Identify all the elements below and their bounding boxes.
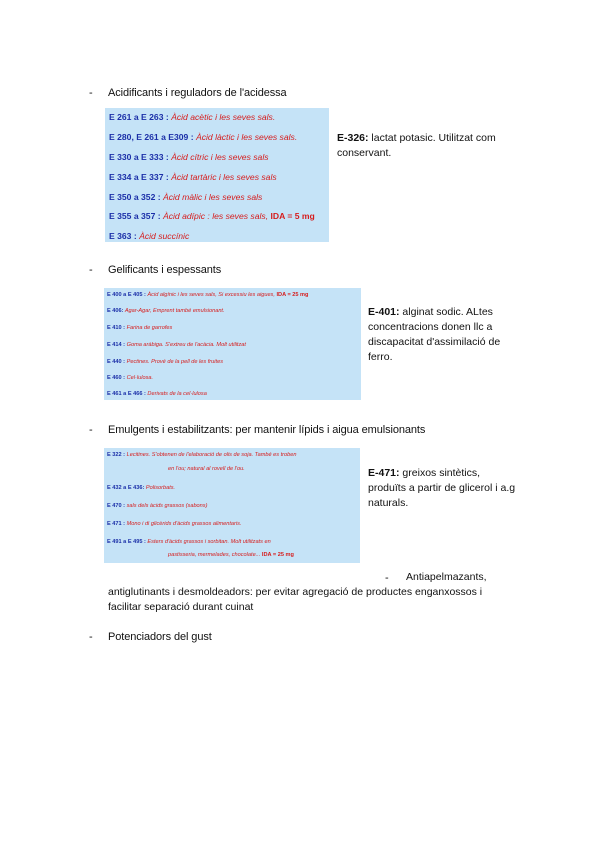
- section-heading-gelificants: Gelificants i espessants: [108, 264, 222, 276]
- additive-code: E 471 :: [107, 521, 126, 527]
- additive-line: [107, 539, 271, 545]
- additive-code: E 410 :: [107, 325, 126, 331]
- additive-desc: pastisseria, mermelades, chocolate...: [168, 552, 262, 558]
- antiapel-paragraph: [108, 585, 568, 615]
- additive-line: [107, 292, 308, 298]
- additive-line: [107, 342, 246, 348]
- additive-desc: Àcid tartàric i les seves sals: [168, 172, 277, 182]
- additive-desc: en l'ou; natural al rovell de l'ou.: [168, 466, 245, 472]
- additive-ida: IDA = 5 mg: [270, 211, 315, 221]
- additive-line: [109, 192, 262, 202]
- additive-code: E 470 :: [107, 503, 126, 509]
- additive-code: E 400 a E 405 :: [107, 292, 146, 298]
- list-dash: -: [89, 87, 93, 99]
- additive-line: [107, 325, 172, 331]
- additive-line: [109, 211, 315, 221]
- additive-code: E 491 a E 495 :: [107, 539, 146, 545]
- note-text: concentracions donen llc a: [368, 321, 493, 333]
- additive-line: [109, 231, 189, 241]
- additive-desc: Esters d'àcids grassos i sorbitan. Molt utilitzats en: [145, 539, 271, 545]
- additive-desc: Àcid adípic : les seves sals,: [160, 211, 271, 221]
- additive-code: E 322 :: [107, 452, 126, 458]
- additive-desc: sals dels àcids grassos (sabons): [125, 503, 208, 509]
- note-text: ferro.: [368, 351, 393, 363]
- additive-code: E 414 :: [107, 342, 126, 348]
- additive-desc: Lecitines. S'obtenen de l'elaboració de olis de soja. També es troben: [125, 452, 297, 458]
- additive-desc: Àcid succínic: [136, 231, 190, 241]
- additive-table-emulgents: [104, 448, 360, 563]
- additive-code: E 363 :: [109, 231, 137, 241]
- additive-code: E 440 :: [107, 359, 126, 365]
- additive-code: E 350 a 352 :: [109, 192, 161, 202]
- paragraph-line: facilitar separació durant cuinat: [108, 601, 254, 613]
- list-dash: -: [89, 424, 93, 436]
- note-text: conservant.: [337, 147, 392, 159]
- additive-code: E 461 a E 466 :: [107, 391, 146, 397]
- additive-code: E 460 :: [107, 375, 126, 381]
- additive-line: [107, 521, 241, 527]
- note-text: alginat sodic. ALtes: [399, 306, 493, 318]
- additive-line: [107, 308, 225, 314]
- note-text: greixos sintètics,: [399, 467, 481, 479]
- note-code: E-471:: [368, 467, 400, 479]
- additive-desc: Mono i di glicèrids d'àcids grassos alimentaris.: [125, 521, 242, 527]
- note-text: discapacitat d'assimilació de: [368, 336, 501, 348]
- additive-desc: Goma aràbiga. S'extreu de l'acàcia. Molt utilitzat: [125, 342, 246, 348]
- section-heading-acidificants: Acidificants i reguladors de l'acidessa: [108, 87, 287, 99]
- note-text: produïts a partir de glicerol i a.g: [368, 482, 516, 494]
- additive-desc: Farina de garrofes: [125, 325, 173, 331]
- additive-table-gelificants: [104, 288, 361, 400]
- additive-desc: Àcid làctic i les seves sals.: [193, 132, 298, 142]
- note-text: naturals.: [368, 497, 409, 509]
- section-heading-emulgents: Emulgents i estabilitzants: per mantenir lípids i aigua emulsionants: [108, 424, 426, 436]
- additive-ida: IDA = 25 mg: [276, 292, 309, 298]
- antiapel-heading: Antiapelmazants,: [406, 571, 487, 583]
- additive-line: [107, 503, 207, 509]
- additive-desc: Àcid acètic i les seves sals.: [168, 112, 276, 122]
- note-text: lactat potasic. Utilitzat com: [368, 132, 496, 144]
- additive-desc: Agar-Agar, Emprent també emulsionant.: [123, 308, 225, 314]
- note-code: E-326:: [337, 132, 369, 144]
- additive-line: [107, 391, 207, 397]
- additive-line: [109, 132, 297, 142]
- additive-code: E 334 a E 337 :: [109, 172, 169, 182]
- note-code: E-401:: [368, 306, 400, 318]
- additive-line: [107, 452, 296, 458]
- additive-desc: Àcid màlic i les seves sals: [160, 192, 263, 202]
- side-note-e326: [337, 131, 527, 161]
- additive-code: E 432 a E 436:: [107, 485, 145, 491]
- additive-code: E 406:: [107, 308, 124, 314]
- paragraph-line: antiglutinants i desmoldeadors: per evitar agregació de productes enganxossos i: [108, 586, 483, 598]
- list-dash: -: [89, 631, 93, 643]
- section-heading-potenciadors: Potenciadors del gust: [108, 631, 212, 643]
- additive-line: [109, 152, 269, 162]
- additive-line: [107, 359, 223, 365]
- additive-desc: Àcid algínic i les seves sals, Si excessiu les aigues,: [145, 292, 277, 298]
- side-note-e401: [368, 305, 548, 365]
- additive-desc: Pectines. Prové de la pell de les fruites: [125, 359, 223, 365]
- additive-table-acidificants: [105, 108, 329, 242]
- additive-code: E 330 a E 333 :: [109, 152, 169, 162]
- additive-line: [168, 466, 245, 472]
- additive-line: [107, 375, 153, 381]
- additive-code: E 280, E 261 a E309 :: [109, 132, 194, 142]
- additive-desc: Cel·lulosa.: [125, 375, 154, 381]
- additive-line: [107, 485, 175, 491]
- side-note-e471: [368, 466, 558, 511]
- additive-line: [109, 172, 277, 182]
- additive-line: [109, 112, 275, 122]
- additive-code: E 355 a 357 :: [109, 211, 161, 221]
- additive-code: E 261 a E 263 :: [109, 112, 169, 122]
- additive-desc: Derivats de la cel·lulosa: [145, 391, 207, 397]
- additive-desc: Àcid cítric i les seves sals: [168, 152, 269, 162]
- list-dash: -: [89, 264, 93, 276]
- list-dash: -: [385, 572, 389, 584]
- additive-desc: Polisorbats.: [144, 485, 176, 491]
- additive-line: [168, 552, 294, 558]
- additive-ida: IDA = 25 mg: [261, 552, 294, 558]
